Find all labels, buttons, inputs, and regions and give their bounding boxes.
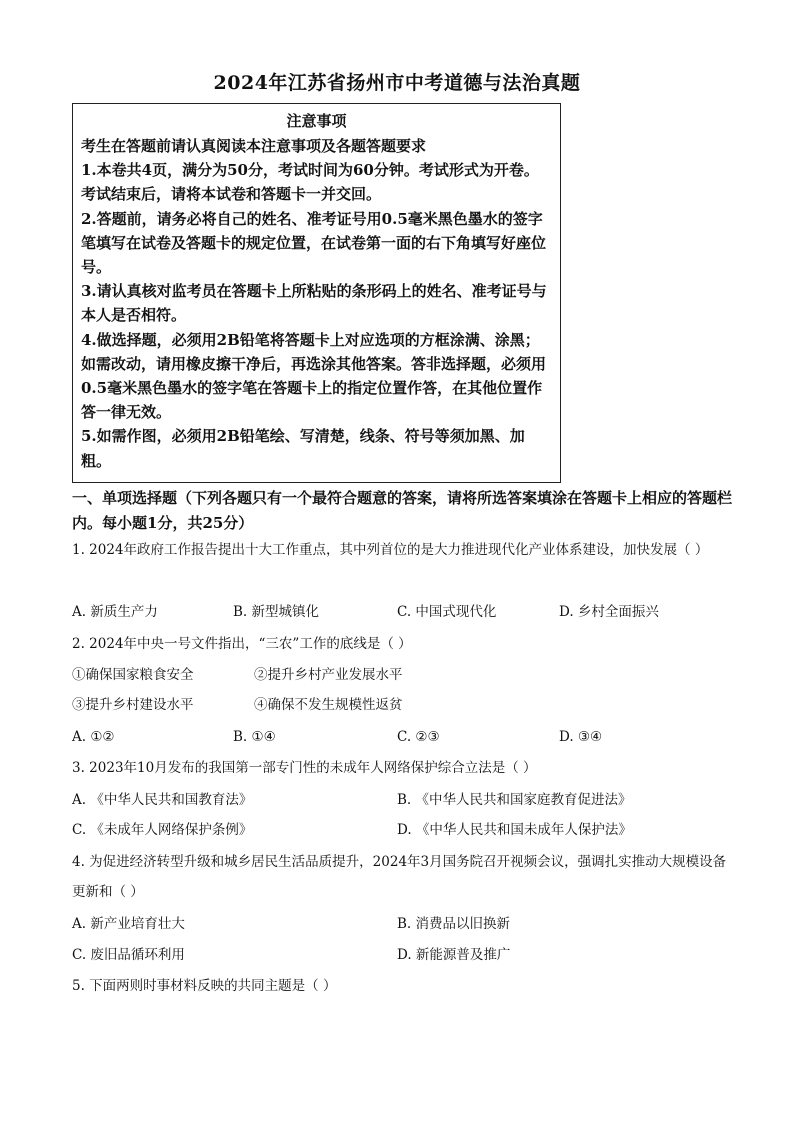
question-1-options	[72, 597, 732, 627]
option-c[interactable]: C. ②③	[397, 729, 440, 745]
question-1-stem: 1. 2024年政府工作报告提出十大工作重点，其中列首位的是大力推进现代化产业体系建设，加快发展（ ）	[72, 542, 709, 558]
notice-line: 5.如需作图，必须用2B铅笔绘、写清楚，线条、符号等须加黑、加粗。	[81, 427, 525, 470]
question-3-stem: 3. 2023年10月发布的我国第一部专门性的未成年人网络保护综合立法是（ ）	[72, 760, 537, 776]
option-c[interactable]: C. 废旧品循环利用	[72, 947, 185, 963]
statement-item: ③提升乡村建设水平	[72, 697, 194, 713]
question-2-items	[72, 690, 732, 720]
question-4-options	[72, 909, 732, 939]
question-2-stem: 2. 2024年中央一号文件指出，“三农”工作的底线是（ ）	[72, 636, 412, 652]
question-3-options	[72, 785, 732, 815]
question-2-items	[72, 660, 732, 690]
notice-line: 2.答题前，请务必将自己的姓名、准考证号用0.5毫米黑色墨水的签字笔填写在试卷及答题卡的规定位置，在试卷第一面的右下角填写好座位号。	[81, 209, 547, 277]
option-b[interactable]: B. 消费品以旧换新	[397, 916, 511, 932]
question-5-stem: 5. 下面两则时事材料反映的共同主题是（ ）	[72, 978, 337, 994]
option-d[interactable]: D. 乡村全面振兴	[559, 604, 659, 620]
option-d[interactable]: D. ③④	[559, 729, 603, 745]
option-a[interactable]: A. ①②	[72, 729, 115, 745]
option-a[interactable]: A. 《中华人民共和国教育法》	[72, 792, 253, 808]
page-title: 2024年江苏省扬州市中考道德与法治真题	[213, 72, 581, 94]
option-d[interactable]: D. 新能源普及推广	[397, 947, 511, 963]
notice-heading: 注意事项	[286, 112, 347, 130]
statement-item: ④确保不发生规模性返贫	[254, 697, 403, 713]
option-b[interactable]: B. 新型城镇化	[233, 604, 320, 620]
option-c[interactable]: C. 《未成年人网络保护条例》	[72, 822, 253, 838]
option-a[interactable]: A. 新产业培育壮大	[72, 916, 185, 932]
notice-line: 3.请认真核对监考员在答题卡上所粘贴的条形码上的姓名、准考证号与本人是否相符。	[81, 282, 547, 325]
question-3-options	[72, 815, 732, 845]
notice-line: 1.本卷共4页，满分为50分，考试时间为60分钟。考试形式为开卷。考试结束后，请将本试卷和答题卡一并交回。	[81, 161, 539, 204]
option-b[interactable]: B. 《中华人民共和国家庭教育促进法》	[397, 792, 632, 808]
statement-item: ②提升乡村产业发展水平	[254, 667, 403, 683]
section-heading: 一、单项选择题（下列各题只有一个最符合题意的答案，请将所选答案填涂在答题卡上相应的答题栏内。每小题1分，共25分）	[72, 489, 733, 532]
question-4-stem: 4. 为促进经济转型升级和城乡居民生活品质提升，2024年3月国务院召开视频会议，强调扎实推动大规模设备更新和（ ）	[72, 854, 727, 900]
notice-line: 考生在答题前请认真阅读本注意事项及各题答题要求	[81, 137, 427, 155]
statement-item: ①确保国家粮食安全	[72, 667, 194, 683]
notice-box	[72, 103, 561, 483]
option-d[interactable]: D. 《中华人民共和国未成年人保护法》	[397, 822, 632, 838]
question-4-options	[72, 940, 732, 970]
notice-line: 4.做选择题，必须用2B铅笔将答题卡上对应选项的方框涂满、涂黑；如需改动，请用橡皮擦干净后，再选涂其他答案。答非选择题，必须用0.5毫米黑色墨水的签字笔在答题卡上的指定位置作答，在其他位置作答一律无效。	[81, 330, 547, 422]
option-b[interactable]: B. ①④	[233, 729, 276, 745]
option-c[interactable]: C. 中国式现代化	[397, 604, 497, 620]
question-2-options	[72, 722, 732, 752]
option-a[interactable]: A. 新质生产力	[72, 604, 158, 620]
